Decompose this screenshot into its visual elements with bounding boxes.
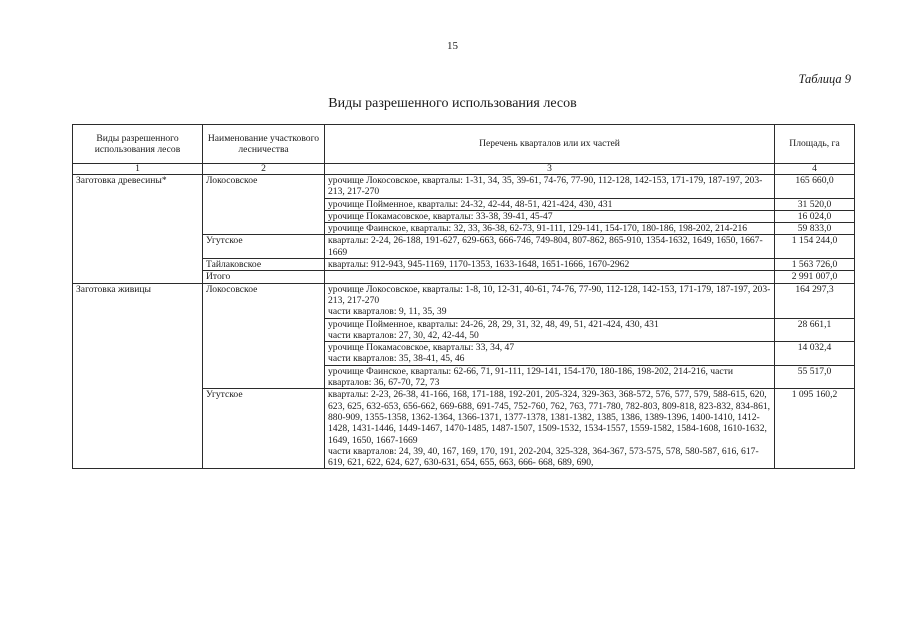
header-area: Площадь, га bbox=[775, 125, 855, 164]
area-cell: 165 660,0 bbox=[775, 175, 855, 199]
column-number: 2 bbox=[203, 164, 325, 175]
area-cell: 16 024,0 bbox=[775, 210, 855, 222]
table-caption: Таблица 9 bbox=[798, 72, 851, 86]
column-number: 3 bbox=[325, 164, 775, 175]
quarters-cell bbox=[325, 342, 775, 366]
area-cell: 1 563 726,0 bbox=[775, 259, 855, 271]
area-cell: 55 517,0 bbox=[775, 365, 855, 389]
quarter-parts-text: части кварталов: 24, 39, 40, 167, 169, 170, 191, 202-204, 325-328, 364-367, 573-575, 578, 580-587, 616, 617-619, 621, 622, 624, 627, 630-631, 654, 655, 663, 666- 668, 689, 690, bbox=[328, 445, 759, 469]
quarter-parts-text: части кварталов: 35, 38-41, 45, 46 bbox=[328, 353, 465, 365]
quarters-text: урочище Фаинское, кварталы: 62-66, 71, 91-111, 129-141, 154-170, 180-186, 198-202, 214-216, части кварталов: 36, 67-70, 72, 73 bbox=[328, 365, 733, 389]
quarters-cell: урочище Покамасовское, кварталы: 33-38, 39-41, 45-47 bbox=[325, 210, 775, 222]
column-number-row bbox=[73, 164, 855, 175]
area-cell: 28 661,1 bbox=[775, 318, 855, 342]
forest-use-table bbox=[72, 124, 855, 469]
use-type-resin: Заготовка живицы bbox=[73, 283, 203, 469]
quarters-cell bbox=[325, 318, 775, 342]
quarters-cell bbox=[325, 365, 775, 389]
total-area: 2 991 007,0 bbox=[775, 271, 855, 283]
use-type-timber: Заготовка древесины* bbox=[73, 175, 203, 284]
quarters-cell: урочище Локосовское, кварталы: 1-31, 34, 35, 39-61, 74-76, 77-90, 112-128, 142-153, 171-179, 187-197, 203-213, 217-270 bbox=[325, 175, 775, 199]
header-use-type: Виды разрешенного использования лесов bbox=[73, 125, 203, 164]
quarters-text: кварталы: 2-23, 26-38, 41-166, 168, 171-188, 192-201, 205-324, 329-363, 368-572, 576, 577, 579, 588-615, 620, 623, 625, 632-653, 656-662, 669-688, 691-745, 752-760, 762, 763, 771-780, 782-803, 809-818, 823-832, 834-861, 880-909, 1355-1358, 1362-1364, 1366-1371, 1377-1378, 1381-1382, 1385, 1386, 1389-1396, 1400-1410, 1412-1428, 1431-1446, 1449-1467, 1470-1485, 1487-1507, 1509-1532, 1534-1557, 1559-1582, 1584-1608, 1610-1632, 1649, 1650, 1667-1669 bbox=[328, 389, 771, 446]
forestry-name: Тайлаковское bbox=[203, 259, 325, 271]
quarters-cell-empty bbox=[325, 271, 775, 283]
header-quarters: Перечень кварталов или их частей bbox=[325, 125, 775, 164]
quarters-cell: кварталы: 912-943, 945-1169, 1170-1353, 1633-1648, 1651-1666, 1670-2962 bbox=[325, 259, 775, 271]
total-label: Итого bbox=[203, 271, 325, 283]
header-row bbox=[73, 125, 855, 164]
quarters-cell: кварталы: 2-24, 26-188, 191-627, 629-663, 666-746, 749-804, 807-862, 865-910, 1354-1632, 1649, 1650, 1667-1669 bbox=[325, 235, 775, 259]
column-number: 1 bbox=[73, 164, 203, 175]
table-row bbox=[73, 283, 855, 318]
quarters-cell: урочище Пойменное, кварталы: 24-32, 42-44, 48-51, 421-424, 430, 431 bbox=[325, 198, 775, 210]
forestry-name: Локосовское bbox=[203, 175, 325, 235]
header-forestry: Наименование участкового лесничества bbox=[203, 125, 325, 164]
document-title: Виды разрешенного использования лесов bbox=[328, 96, 577, 111]
area-cell: 164 297,3 bbox=[775, 283, 855, 318]
quarter-parts-text: части кварталов: 27, 30, 42, 42-44, 50 bbox=[328, 329, 479, 341]
quarters-cell: урочище Фаинское, кварталы: 32, 33, 36-38, 62-73, 91-111, 129-141, 154-170, 180-186, 198-202, 214-216 bbox=[325, 223, 775, 235]
area-cell: 1 154 244,0 bbox=[775, 235, 855, 259]
area-cell: 14 032,4 bbox=[775, 342, 855, 366]
table-row bbox=[73, 175, 855, 199]
column-number: 4 bbox=[775, 164, 855, 175]
quarters-text: урочище Локосовское, кварталы: 1-8, 10, 12-31, 40-61, 74-76, 77-90, 112-128, 142-153, 171-179, 187-197, 203-213, 217-270 bbox=[328, 283, 771, 306]
quarter-parts-text: части кварталов: 9, 11, 35, 39 bbox=[328, 306, 447, 318]
forestry-name: Угутское bbox=[203, 389, 325, 469]
forestry-name: Локосовское bbox=[203, 283, 325, 389]
area-cell: 1 095 160,2 bbox=[775, 389, 855, 469]
area-cell: 59 833,0 bbox=[775, 223, 855, 235]
quarters-text: урочище Пойменное, кварталы: 24-26, 28, 29, 31, 32, 48, 49, 51, 421-424, 430, 431 bbox=[328, 318, 659, 330]
forestry-name: Угутское bbox=[203, 235, 325, 259]
quarters-cell bbox=[325, 283, 775, 318]
quarters-cell bbox=[325, 389, 775, 469]
page-number: 15 bbox=[447, 40, 458, 52]
area-cell: 31 520,0 bbox=[775, 198, 855, 210]
quarters-text: урочище Покамасовское, кварталы: 33, 34, 47 bbox=[328, 342, 515, 354]
